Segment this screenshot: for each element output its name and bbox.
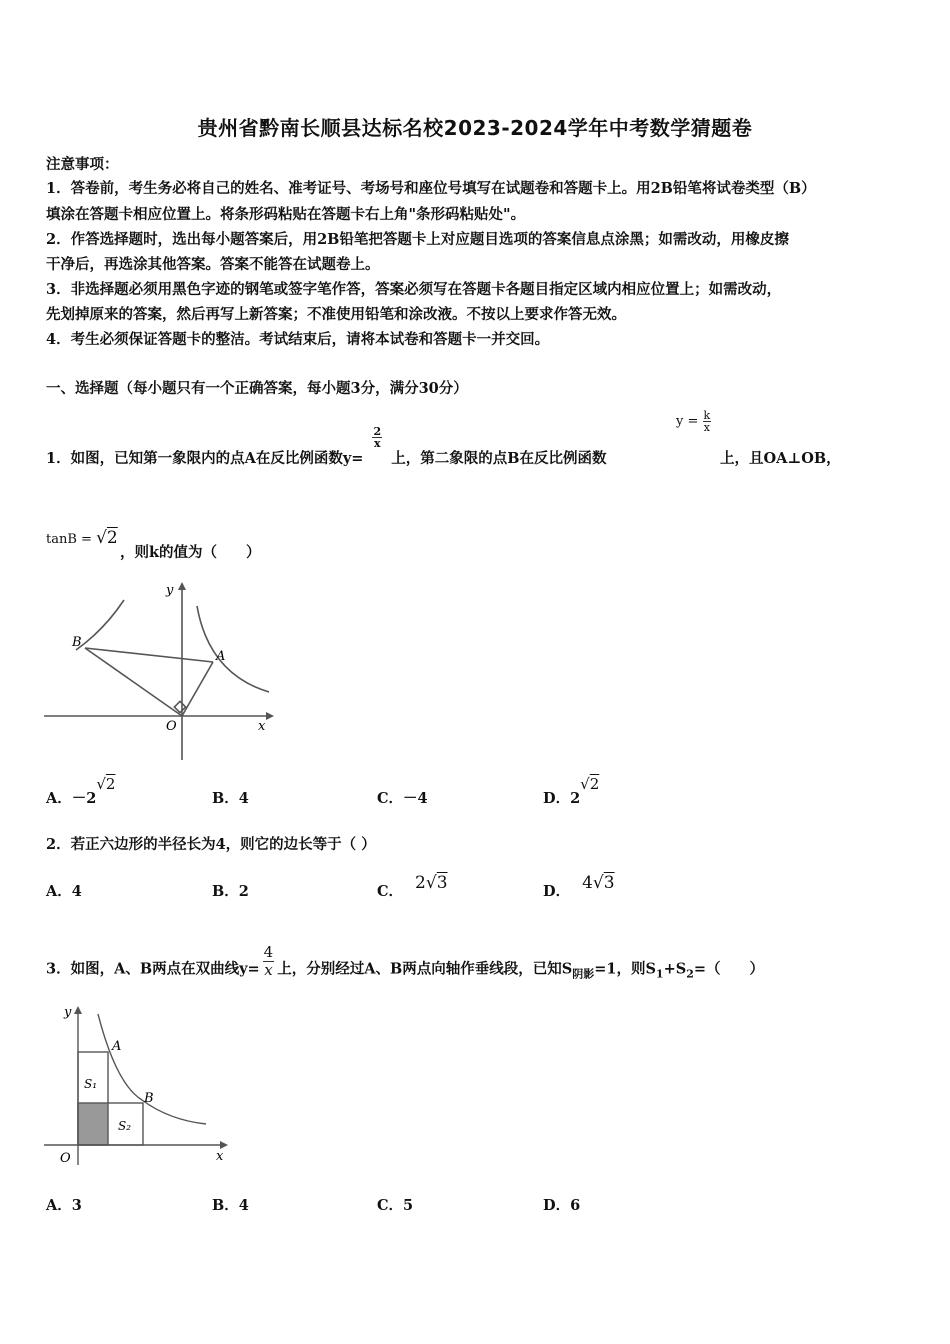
notes-line-1: 1．答卷前，考生务必将自己的姓名、准考证号、考场号和座位号填写在试题卷和答题卡上。用2B铅笔将试卷类型（B） <box>46 180 816 197</box>
q2-stem: 2．若正六边形的半径长为4，则它的边长等于（ ） <box>46 836 376 853</box>
q3-text-d: +S <box>663 960 687 978</box>
notes-heading: 注意事项： <box>46 156 119 173</box>
notes-line-2: 填涂在答题卡相应位置上。将条形码粘贴在答题卡右上角"条形码粘贴处"。 <box>46 206 526 223</box>
q3-label-s1: S₁ <box>84 1077 98 1091</box>
q3-text-b: 上，分别经过A、B两点向轴作垂线段，已知S <box>277 960 573 978</box>
q1-segment-ob <box>85 648 182 716</box>
q2-option-d: D． 4√3 <box>543 873 615 900</box>
q2-option-c: C． 2√3 <box>377 873 448 900</box>
q3-label-b: B <box>144 1091 154 1106</box>
q3-stem <box>46 943 765 987</box>
q3-sub-shaded: 阴影 <box>572 967 595 981</box>
notes-line-3: 2．作答选择题时，选出每小题答案后，用2B铅笔把答题卡上对应题目选项的答案信息点涂黑；如需改动，用橡皮擦 <box>46 231 789 248</box>
q3-option-b: B．4 <box>212 1197 249 1214</box>
q1-fraction <box>372 426 382 449</box>
q3-frac-num: 4 <box>263 943 274 961</box>
q1-option-d: D．2√2 <box>543 775 600 807</box>
q1-label-x: x <box>258 719 266 734</box>
section-heading: 一、选择题（每小题只有一个正确答案，每小题3分，满分30分） <box>46 380 468 397</box>
q1-figure <box>44 582 276 762</box>
q3-label-s2: S₂ <box>118 1119 132 1133</box>
q2-option-c-value: 2√3 <box>415 873 448 893</box>
q3-x-arrow <box>220 1141 228 1149</box>
q1-frac2-den: x <box>703 421 710 434</box>
q1-frac-num: 2 <box>373 424 382 438</box>
q2-option-b: B．2 <box>212 883 249 900</box>
notes-line-7: 4．考生必须保证答题卡的整洁。考试结束后，请将本试卷和答题卡一并交回。 <box>46 331 550 348</box>
q3-label-a: A <box>112 1039 122 1054</box>
q1-label-a: A <box>216 649 226 664</box>
q1-label-y: y <box>166 583 174 598</box>
q1-option-b: B．4 <box>212 790 249 807</box>
q1-fraction-2 <box>703 410 712 433</box>
q1-tan-expr: tanB = <box>46 532 92 547</box>
q3-text-e: =（ ） <box>693 960 765 978</box>
q3-option-c: C．5 <box>377 1197 414 1214</box>
q1-formula2 <box>676 410 711 433</box>
notes-line-4: 干净后，再选涂其他答案。答案不能答在试题卷上。 <box>46 256 380 273</box>
q1-frac-den: x <box>374 436 381 450</box>
page-title: 贵州省黔南长顺县达标名校2023-2024学年中考数学猜题卷 <box>197 116 753 140</box>
q3-text-c: =1，则S <box>594 960 656 978</box>
q3-option-a: A．3 <box>46 1197 82 1214</box>
q1-frac2-num: k <box>703 409 711 422</box>
q1-segment-ab <box>85 648 213 662</box>
q1-option-a-radical: √2 <box>96 775 116 793</box>
q3-sub-2: 2 <box>686 967 694 981</box>
q3-sub-1: 1 <box>655 967 664 981</box>
notes-line-6: 先划掉原来的答案，然后再写上新答案；不准使用铅笔和涂改液。不按以上要求作答无效。 <box>46 306 626 323</box>
q1-text-a: 1．如图，已知第一象限内的点A在反比例函数y= <box>46 450 364 467</box>
q3-fraction <box>263 944 275 979</box>
q3-label-x: x <box>216 1149 224 1164</box>
q1-label-o: O <box>166 719 177 734</box>
q1-label-b: B <box>72 635 82 650</box>
q3-shaded-region <box>78 1103 108 1145</box>
q1-tan-radical: √2 <box>96 528 118 548</box>
q1-option-c: C．－4 <box>377 790 428 807</box>
q1-text-d: ，则k的值为（ ） <box>120 544 261 561</box>
q2-option-a: A．4 <box>46 883 82 900</box>
q1-text-b: 上，第二象限的点B在反比例函数 <box>391 450 607 467</box>
q1-option-a: A．－2√2 <box>46 775 116 807</box>
q3-label-y: y <box>64 1005 72 1020</box>
q3-figure <box>44 1000 240 1170</box>
q2-option-d-value: 4√3 <box>582 873 615 893</box>
q1-segment-oa <box>182 662 213 716</box>
q3-frac-den: x <box>264 961 273 979</box>
notes-line-5: 3．非选择题必须用黑色字迹的钢笔或签字笔作答，答案必须写在答题卡各题目指定区域内相应位置上；如需改动， <box>46 281 782 298</box>
q3-y-arrow <box>74 1006 82 1014</box>
q1-frac2-lhs: y = <box>676 414 699 429</box>
q3-option-d: D．6 <box>543 1197 581 1214</box>
q1-x-arrow <box>266 712 274 720</box>
q1-stem <box>46 424 607 471</box>
q3-label-o: O <box>60 1151 71 1166</box>
q1-tan <box>46 528 118 548</box>
q1-option-d-radical: √2 <box>580 775 600 793</box>
q1-curve-b <box>76 600 124 650</box>
q1-y-arrow <box>178 582 186 590</box>
q1-curve-a <box>197 606 269 692</box>
q3-hyperbola <box>98 1014 206 1124</box>
q3-text-a: 3．如图，A、B两点在双曲线y= <box>46 960 260 978</box>
q1-text-c: 上，且OA⊥OB， <box>720 450 841 467</box>
